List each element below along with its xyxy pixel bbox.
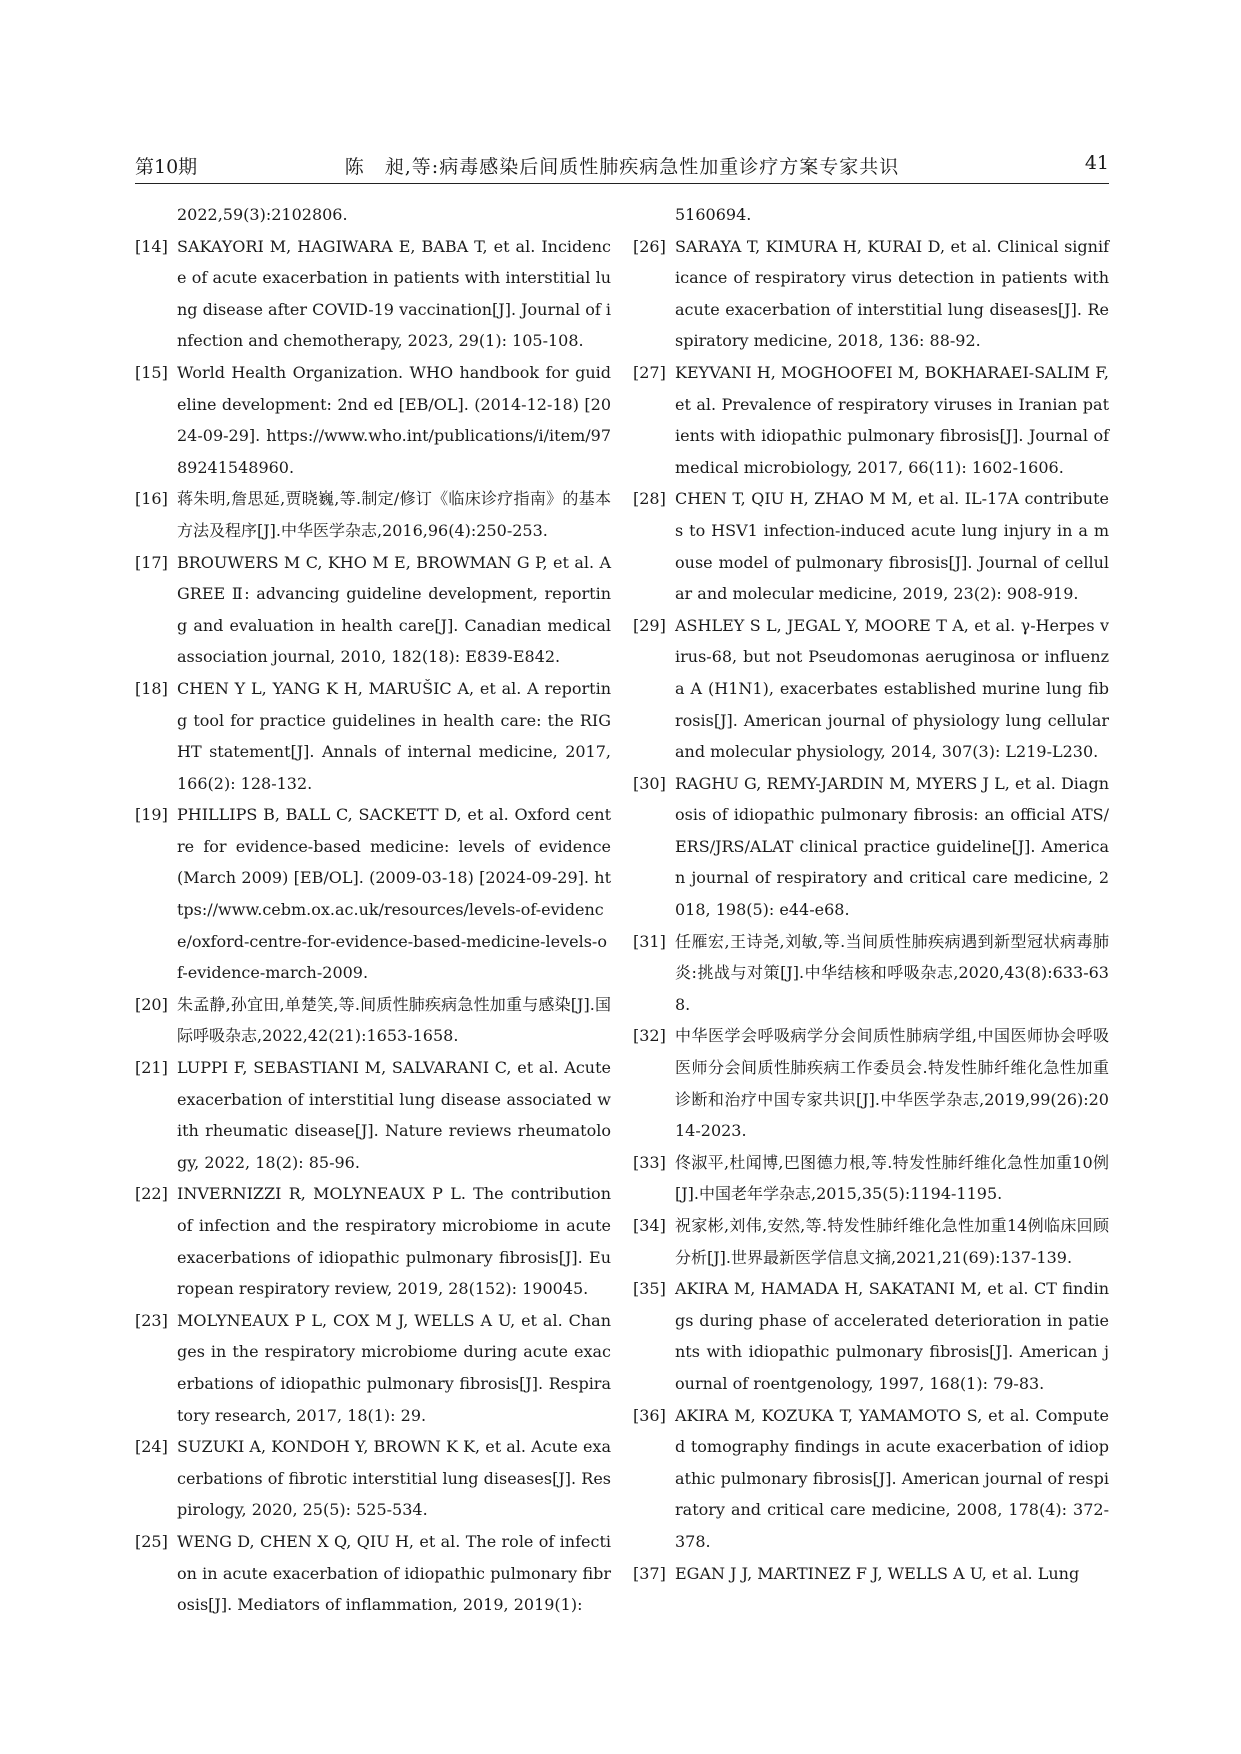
reference-number: [23] (135, 1310, 168, 1330)
reference-item (135, 1526, 611, 1621)
header-rule (135, 183, 1109, 184)
reference-number: [18] (135, 678, 168, 698)
reference-item (633, 926, 1109, 1021)
reference-number: [32] (633, 1026, 666, 1046)
reference-number: [31] (633, 931, 666, 951)
reference-text: CHEN T, QIU H, ZHAO M M, et al. IL-17A contributes to HSV1 infection-induced acute lung injury in a mouse model of pulmonary fibrosis[J]. Journal of cellular and molecular medicine, 2019, 23(2): 908-919. (675, 489, 1109, 604)
reference-item (135, 357, 611, 483)
reference-item (135, 231, 611, 357)
reference-text: AKIRA M, KOZUKA T, YAMAMOTO S, et al. Computed tomography findings in acute exacerbation of idiopathic pulmonary fibrosis[J]. American journal of respiratory and critical care medicine, 2008, 178(4): 372-378. (675, 1405, 1109, 1551)
reference-number: [37] (633, 1563, 666, 1583)
right-column (633, 199, 1109, 1589)
reference-item (135, 483, 611, 546)
reference-number: [22] (135, 1184, 168, 1204)
reference-text: World Health Organization. WHO handbook for guideline development: 2nd ed [EB/OL]. (2014-12-18) [2024-09-29]. https://www.who.int/publications/i/item/9789241548960. (177, 362, 611, 477)
reference-item (135, 989, 611, 1052)
reference-item (633, 483, 1109, 609)
reference-number: [27] (633, 362, 666, 382)
reference-item (135, 1305, 611, 1431)
reference-number: [36] (633, 1405, 666, 1425)
reference-item (633, 1020, 1109, 1146)
reference-number: [24] (135, 1437, 168, 1457)
page-number: 41 (1084, 152, 1109, 174)
continuation-text: 5160694. (675, 205, 752, 224)
reference-text: LUPPI F, SEBASTIANI M, SALVARANI C, et al. Acute exacerbation of interstitial lung disease associated with rheumatic disease[J]. Nature reviews rheumatology, 2022, 18(2): 85-96. (177, 1058, 611, 1172)
left-column (135, 199, 611, 1621)
reference-text: INVERNIZZI R, MOLYNEAUX P L. The contribution of infection and the respiratory microbiome in acute exacerbations of idiopathic pulmonary fibrosis[J]. European respiratory review, 2019, 28(152): 190045. (177, 1184, 611, 1299)
reference-item (633, 1400, 1109, 1558)
reference-number: [29] (633, 615, 666, 635)
reference-item (633, 768, 1109, 926)
reference-number: [34] (633, 1216, 666, 1235)
reference-number: [28] (633, 489, 666, 509)
reference-text: 朱孟静,孙宜田,单楚笑,等.间质性肺疾病急性加重与感染[J].国际呼吸杂志,2022,42(21):1653-1658. (177, 994, 611, 1046)
reference-number: [30] (633, 773, 666, 793)
reference-number: [25] (135, 1531, 168, 1551)
reference-number: [21] (135, 1058, 168, 1078)
reference-item (633, 1558, 1109, 1590)
reference-item (633, 1273, 1109, 1399)
reference-number: [33] (633, 1152, 666, 1172)
reference-number: [35] (633, 1279, 666, 1299)
reference-text: CHEN Y L, YANG K H, MARUŠIC A, et al. A reporting tool for practice guidelines in health care: the RIGHT statement[J]. Annals of internal medicine, 2017, 166(2): 128-132. (177, 678, 611, 793)
reference-text: PHILLIPS B, BALL C, SACKETT D, et al. Oxford centre for evidence-based medicine: levels of evidence (March 2009) [EB/OL]. (2009-03-18) [2024-09-29]. https://www.cebm.ox.ac.uk/resources/levels-of-evidence/oxford-centre-for-evidence-based-medicine-levels-of-evidence-march-2009. (177, 805, 611, 983)
reference-text: WENG D, CHEN X Q, QIU H, et al. The role of infection in acute exacerbation of idiopathic pulmonary fibrosis[J]. Mediators of inflammation, 2019, 2019(1): (177, 1531, 611, 1615)
reference-text: AKIRA M, HAMADA H, SAKATANI M, et al. CT findings during phase of accelerated deterioration in patients with idiopathic pulmonary fibrosis[J]. American journal of roentgenology, 1997, 168(1): 79-83. (675, 1279, 1109, 1393)
reference-item (135, 799, 611, 989)
reference-text: SUZUKI A, KONDOH Y, BROWN K K, et al. Acute exacerbations of fibrotic interstitial lung diseases[J]. Respirology, 2020, 25(5): 525-534. (177, 1437, 611, 1520)
reference-item (633, 1147, 1109, 1210)
reference-text: ASHLEY S L, JEGAL Y, MOORE T A, et al. γ-Herpes virus-68, but not Pseudomonas aeruginosa or influenza A (H1N1), exacerbates established murine lung fibrosis[J]. American journal of physiology lung cellular and molecular physiology, 2014, 307(3): L219-L230. (675, 615, 1109, 762)
reference-item (633, 1210, 1109, 1273)
reference-item (135, 547, 611, 673)
reference-text: KEYVANI H, MOGHOOFEI M, BOKHARAEI-SALIM F, et al. Prevalence of respiratory viruses in Iranian patients with idiopathic pulmonary fibrosis[J]. Journal of medical microbiology, 2017, 66(11): 1602-1606. (675, 362, 1109, 477)
reference-text: SAKAYORI M, HAGIWARA E, BABA T, et al. Incidence of acute exacerbation in patients with interstitial lung disease after COVID-19 vaccination[J]. Journal of infection and chemotherapy, 2023, 29(1): 105-108. (177, 236, 611, 351)
reference-text: BROUWERS M C, KHO M E, BROWMAN G P, et al. AGREE Ⅱ: advancing guideline development, reporting and evaluation in health care[J]. Canadian medical association journal, 2010, 182(18): E839-E842. (177, 552, 611, 667)
reference-number: [16] (135, 489, 168, 509)
running-title: 陈 昶,等:病毒感染后间质性肺疾病急性加重诊疗方案专家共识 (344, 156, 900, 178)
reference-text: MOLYNEAUX P L, COX M J, WELLS A U, et al. Changes in the respiratory microbiome during acute exacerbations of idiopathic pulmonary fibrosis[J]. Respiratory research, 2017, 18(1): 29. (177, 1310, 611, 1425)
reference-number: [20] (135, 994, 168, 1014)
reference-number: [26] (633, 236, 666, 256)
reference-number: [17] (135, 552, 168, 572)
reference-item (135, 673, 611, 799)
reference-text: 蒋朱明,詹思延,贾晓巍,等.制定/修订《临床诊疗指南》的基本方法及程序[J].中华医学杂志,2016,96(4):250-253. (177, 489, 611, 540)
reference-text: 佟淑平,杜闻博,巴图德力根,等.特发性肺纤维化急性加重10例[J].中国老年学杂志,2015,35(5):1194-1195. (675, 1152, 1109, 1204)
reference-text: 祝家彬,刘伟,安然,等.特发性肺纤维化急性加重14例临床回顾分析[J].世界最新医学信息文摘,2021,21(69):137-139. (675, 1216, 1109, 1267)
reference-text: RAGHU G, REMY-JARDIN M, MYERS J L, et al. Diagnosis of idiopathic pulmonary fibrosis: an official ATS/ERS/JRS/ALAT clinical practice guideline[J]. American journal of respiratory and critical care medicine, 2018, 198(5): e44-e68. (675, 773, 1109, 920)
reference-text: EGAN J J, MARTINEZ F J, WELLS A U, et al. Lung (675, 1563, 1080, 1583)
reference-item (633, 357, 1109, 483)
reference-text: 中华医学会呼吸病学分会间质性肺病学组,中国医师协会呼吸医师分会间质性肺疾病工作委员会.特发性肺纤维化急性加重诊断和治疗中国专家共识[J].中华医学杂志,2019,99(26):2014-2023. (675, 1026, 1109, 1141)
reference-item (633, 231, 1109, 357)
running-header (135, 148, 1109, 184)
reference-item (135, 1431, 611, 1526)
issue-label: 第10期 (135, 156, 198, 178)
reference-number: [19] (135, 805, 168, 825)
reference-text: 任雁宏,王诗尧,刘敏,等.当间质性肺疾病遇到新型冠状病毒肺炎:挑战与对策[J].中华结核和呼吸杂志,2020,43(8):633-638. (675, 931, 1109, 1014)
reference-text: SARAYA T, KIMURA H, KURAI D, et al. Clinical significance of respiratory virus detection in patients with acute exacerbation of interstitial lung diseases[J]. Respiratory medicine, 2018, 136: 88-92. (675, 236, 1109, 351)
reference-number: [14] (135, 236, 168, 256)
reference-item (633, 610, 1109, 768)
reference-number: [15] (135, 362, 168, 382)
continuation-text: 2022,59(3):2102806. (177, 205, 348, 224)
reference-item (135, 1052, 611, 1178)
reference-item (135, 1178, 611, 1304)
